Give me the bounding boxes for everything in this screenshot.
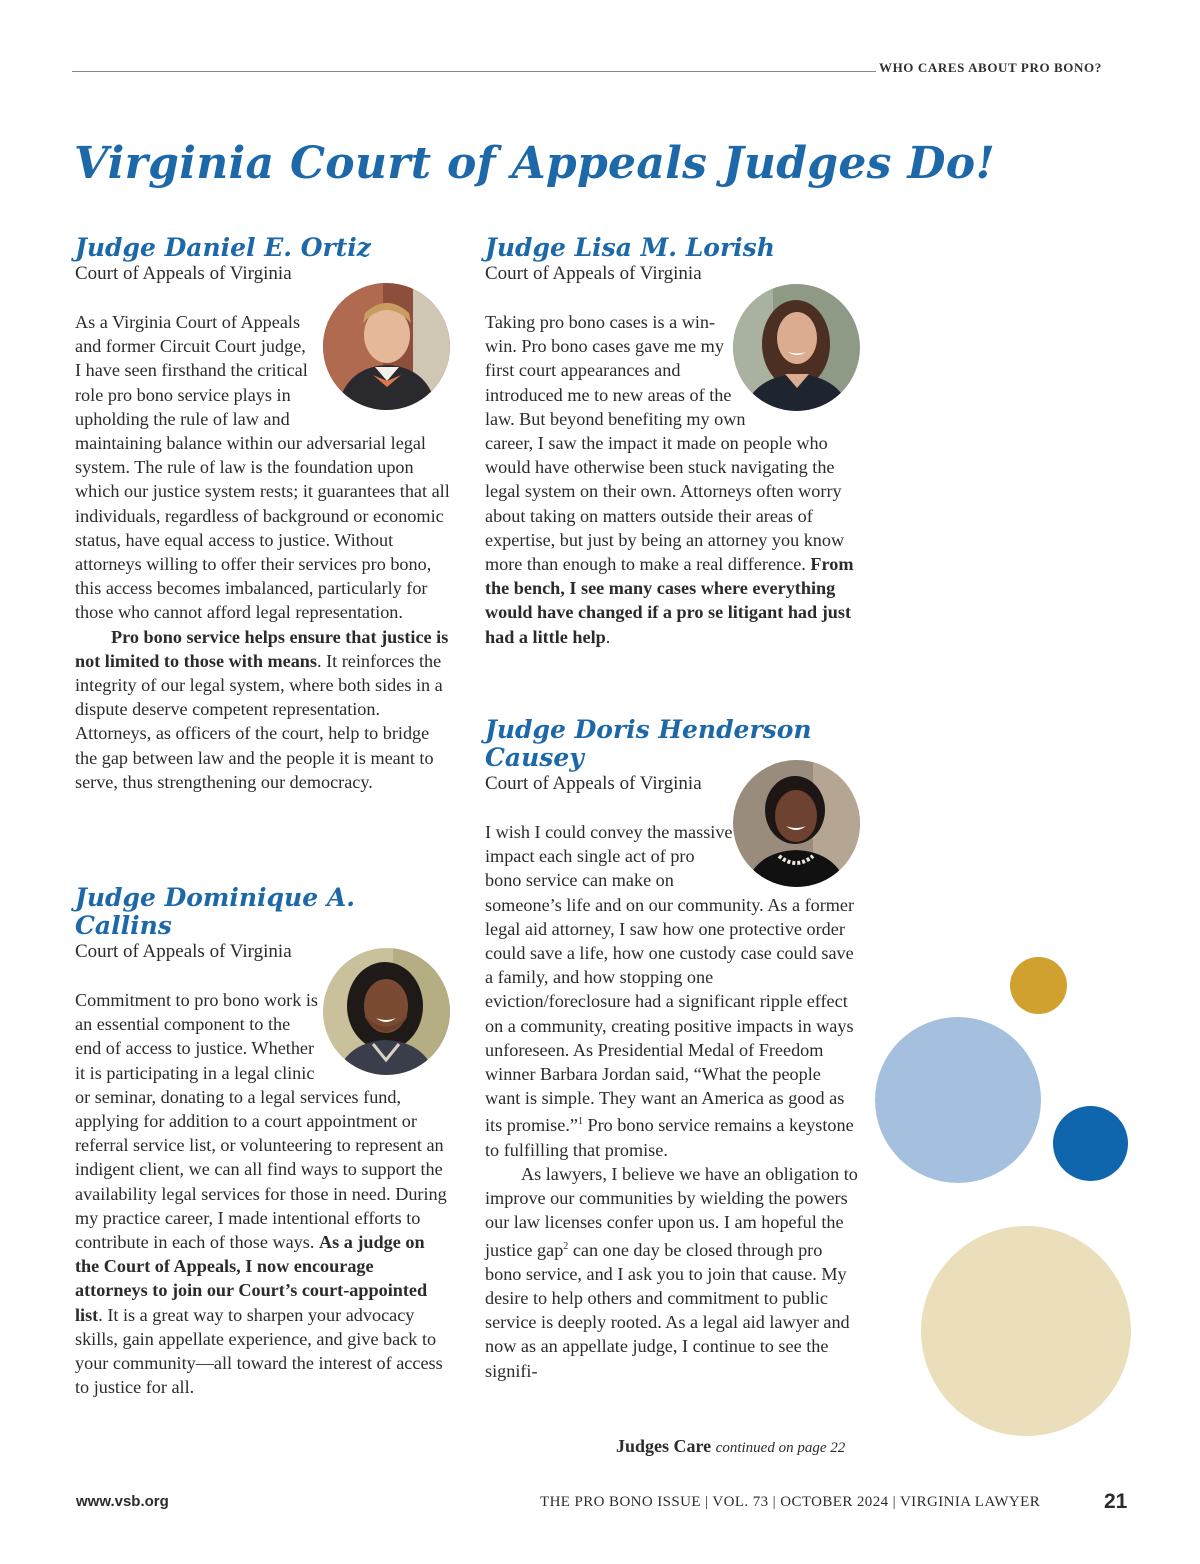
judge-callins-section	[75, 884, 450, 1399]
judge-causey-paragraph-2	[485, 1162, 860, 1383]
decorative-light-blue-dot	[875, 1017, 1041, 1183]
footer-issue-info: THE PRO BONO ISSUE | VOL. 73 | OCTOBER 2024 | VIRGINIA LAWYER	[540, 1494, 1041, 1510]
judge-causey-section	[485, 716, 860, 1383]
judge-ortiz-emphasis: Pro bono service helps ensure that justice is not limited to those with means	[75, 626, 449, 671]
judge-callins-emphasis: As a judge on the Court of Appeals, I now encourage attorneys to join our Court’s court-appointed list	[75, 1232, 428, 1325]
judge-callins-paragraph-1-end: . It is a great way to sharpen your advocacy skills, gain appellate experience, and give back to your community—all toward the interest of access to justice for all.	[75, 1304, 443, 1398]
decorative-gold-dot	[1010, 957, 1067, 1014]
judge-callins-body	[75, 964, 450, 1399]
judge-lorish-affiliation: Court of Appeals of Virginia	[485, 263, 702, 284]
judge-ortiz-paragraph-2-rest: . It reinforces the integrity of our legal system, where both sides in a dispute deserve competent representation. Attorneys, as officers of the court, help to bridge the gap between law and the people it is meant to serve, thus strengthening our democracy.	[75, 650, 443, 792]
judge-causey-photo	[733, 760, 860, 887]
judge-callins-name-line-2: Callins	[75, 911, 172, 940]
page-title: Virginia Court of Appeals Judges Do!	[74, 138, 996, 189]
page-number: 21	[1104, 1490, 1128, 1513]
judge-callins-affiliation: Court of Appeals of Virginia	[75, 941, 292, 962]
judge-lorish-paragraph-1-start: Taking pro bono cases is a win-win. Pro bono cases gave me my first court appearances and introduced me to new areas of the law. But beyond benefiting my own career, I saw the impact it made on people who would have otherwise been stuck navigating the legal system on their own. Attorneys often worry about taking on matters outside their areas of expertise, but just by being an attorney you know more than enough to make a real difference.	[485, 312, 845, 575]
judge-causey-paragraph-1-b: Pro bono service remains a keystone to fulfilling that promise.	[485, 1115, 854, 1160]
footnote-2: 2	[563, 1240, 569, 1252]
continued-page-link[interactable]: continued on page 22	[715, 1440, 846, 1456]
judge-ortiz-name: Judge Daniel E. Ortiz	[75, 233, 371, 262]
judge-ortiz-body	[75, 286, 450, 794]
judge-causey-name-line-1: Judge Doris Henderson	[485, 715, 812, 744]
judge-ortiz-photo	[323, 283, 450, 410]
judge-ortiz-paragraph-1: As a Virginia Court of Appeals and former Circuit Court judge, I have seen firsthand the critical role pro bono service plays in upholding the rule of law and maintaining balance within our adversarial legal system. The rule of law is the foundation upon which our justice system rests; it guarantees that all individuals, regardless of background or economic status, have equal access to justice. Without attorneys willing to offer their services pro bono, this access becomes imbalanced, particularly for those who cannot afford legal representation.	[75, 312, 450, 623]
header-rule	[72, 71, 876, 72]
judge-callins-paragraph-1-start: Commitment to pro bono work is an essential component to the end of access to justice. Whether it is participating in a legal clinic or seminar, donating to a legal services fund, applying for addition to a court appointment or referral service list, or volunteering to represent an indigent client, we can all find ways to support the availability legal services for those in need. During my practice career, I made intentional efforts to contribute in each of those ways.	[75, 990, 447, 1253]
judge-lorish-emphasis: From the bench, I see many cases where everything would have changed if a pro se litigant had just had a little help	[485, 554, 854, 647]
judge-causey-affiliation: Court of Appeals of Virginia	[485, 773, 702, 794]
judge-causey-name-line-2: Causey	[485, 743, 584, 772]
judge-lorish-name: Judge Lisa M. Lorish	[485, 233, 775, 262]
decorative-beige-dot	[921, 1226, 1131, 1436]
judge-callins-name-line-1: Judge Dominique A.	[75, 883, 355, 912]
decorative-blue-dot	[1053, 1106, 1128, 1181]
judge-causey-paragraph-2-a: As lawyers, I believe we have an obligation to improve our communities by wielding the powers our law licenses confer upon us. I am hopeful the justice gap	[485, 1163, 858, 1260]
judge-causey-paragraph-2-b: can one day be closed through pro bono service, and I ask you to join that cause. My desire to help others and commitment to public service is deeply rooted. As a legal aid lawyer and now as an appellate judge, I continue to see the signifi-	[485, 1239, 850, 1381]
judge-lorish-paragraph-1-end: .	[605, 626, 611, 647]
judge-ortiz-paragraph-2	[75, 625, 450, 794]
continued-title: Judges Care	[616, 1436, 712, 1456]
judge-causey-paragraph-1-a: I wish I could convey the massive impact each single act of pro bono service can make on someone’s life and on our community. As a former legal aid attorney, I saw how one protective order could save a life, how one custody case could save a family, and how stopping one eviction/foreclosure had a significant ripple effect on a community, creating positive impacts in ways unforeseen. As Presidential Medal of Freedom winner Barbara Jordan said, “What the people want is simple. They want an America as good as its promise.”	[485, 822, 855, 1136]
continued-notice	[616, 1436, 845, 1457]
judge-lorish-photo	[733, 284, 860, 411]
footnote-1: 1	[577, 1116, 583, 1128]
footer-url[interactable]: www.vsb.org	[76, 1493, 169, 1510]
section-label: WHO CARES ABOUT PRO BONO?	[879, 60, 1102, 75]
judge-ortiz-affiliation: Court of Appeals of Virginia	[75, 263, 292, 284]
judge-lorish-section	[485, 234, 860, 649]
judge-ortiz-section	[75, 234, 450, 794]
judge-causey-body	[485, 796, 860, 1383]
judge-callins-photo	[323, 948, 450, 1075]
judge-lorish-body	[485, 286, 860, 649]
